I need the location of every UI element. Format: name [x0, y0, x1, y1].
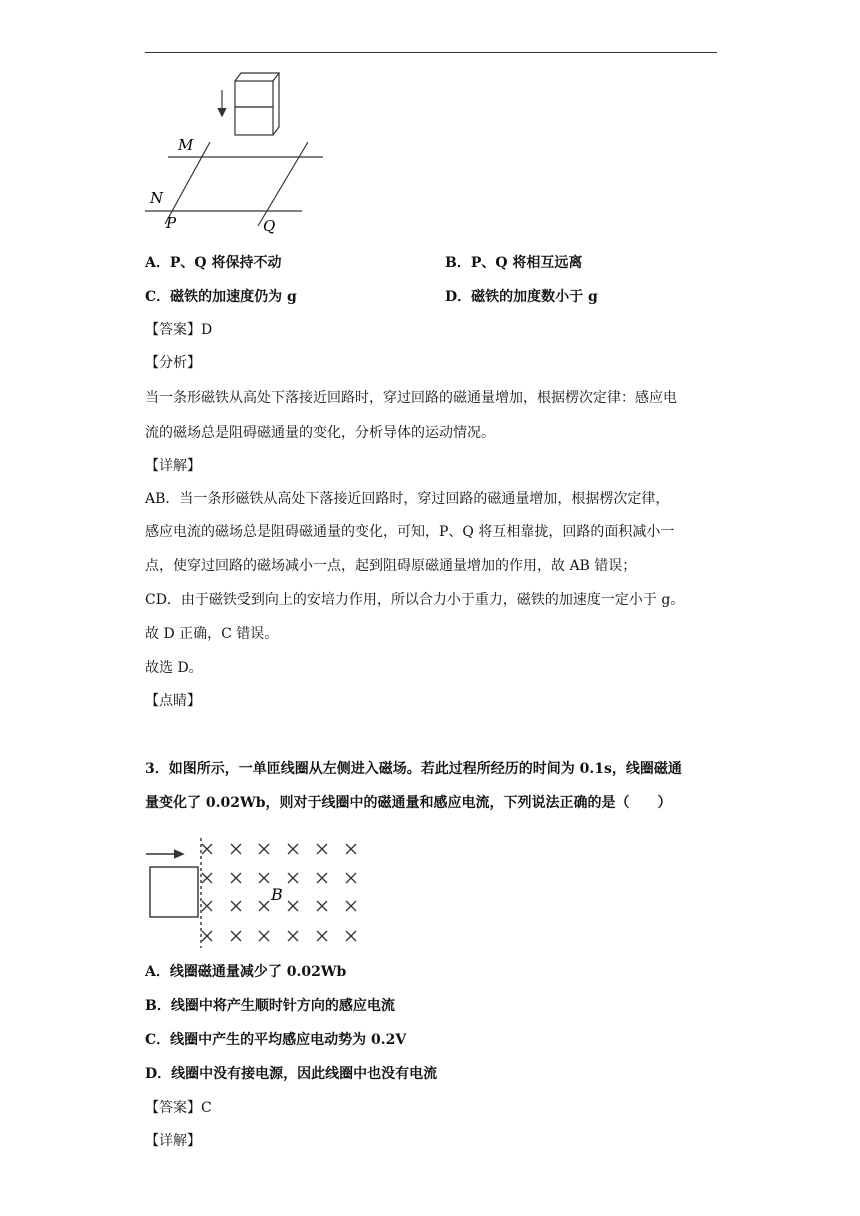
field-cross-mark: [259, 844, 269, 854]
field-cross-mark: [259, 873, 269, 883]
field-cross-mark: [288, 931, 298, 941]
q2-detail-line: 点，使穿过回路的磁场减小一点，起到阻碍原磁通量增加的作用，故 AB 错误；: [145, 558, 637, 574]
label-q: Q: [263, 217, 276, 235]
q3-stem-line: 3．如图所示，一单匝线圈从左侧进入磁场。若此过程所经历的时间为 0.1s，线圈磁通: [145, 761, 682, 777]
q3-option-b: B．线圈中将产生顺时针方向的感应电流: [145, 998, 395, 1014]
field-cross-mark: [288, 873, 298, 883]
header-rule: [145, 52, 717, 53]
magnet-rails-figure: [140, 66, 340, 238]
field-cross-mark: [317, 873, 327, 883]
q2-answer: 【答案】D: [145, 322, 213, 338]
q3-option-c: C．线圈中产生的平均感应电动势为 0.2V: [145, 1032, 407, 1048]
field-cross-mark: [202, 931, 212, 941]
q3-detail-heading: 【详解】: [145, 1133, 201, 1149]
q2-comment-heading: 【点睛】: [145, 693, 201, 709]
field-cross-mark: [346, 844, 356, 854]
q2-option-d: D．磁铁的加度数小于 g: [445, 289, 598, 305]
field-cross-mark: [202, 844, 212, 854]
q2-detail-line: CD．由于磁铁受到向上的安培力作用，所以合力小于重力，磁铁的加速度一定小于 g。: [145, 592, 685, 608]
field-cross-mark: [231, 931, 241, 941]
fall-arrowhead: [218, 108, 226, 116]
field-label-b: B: [271, 885, 283, 904]
magnet-lower-block: [235, 107, 273, 135]
coil-field-figure: [140, 836, 370, 952]
q2-analysis-line: 流的磁场总是阻碍磁通量的变化，分析导体的运动情况。: [145, 425, 495, 441]
q2-detail-line: 感应电流的磁场总是阻碍磁通量的变化，可知，P、Q 将互相靠拢，回路的面积减小一: [145, 524, 675, 540]
field-cross-mark: [346, 901, 356, 911]
q2-option-c: C．磁铁的加速度仍为 g: [145, 289, 297, 305]
q2-detail-line: AB．当一条形磁铁从高处下落接近回路时，穿过回路的磁通量增加，根据楞次定律，: [145, 491, 670, 507]
magnet-upper-block: [235, 81, 273, 107]
field-cross-mark: [288, 901, 298, 911]
field-cross-mark: [231, 901, 241, 911]
q3-answer: 【答案】C: [145, 1100, 212, 1116]
rod-p: [165, 142, 210, 224]
q3-stem-line: 量变化了 0.02Wb，则对于线圈中的磁通量和感应电流，下列说法正确的是（ ）: [145, 795, 672, 811]
q2-detail-line: 故 D 正确，C 错误。: [145, 626, 279, 642]
label-m: M: [178, 136, 194, 154]
q2-option-a: A．P、Q 将保持不动: [145, 255, 282, 271]
q3-option-d: D．线圈中没有接电源，因此线圈中也没有电流: [145, 1066, 438, 1082]
field-cross-mark: [231, 844, 241, 854]
q2-detail-heading: 【详解】: [145, 458, 201, 474]
field-cross-mark: [259, 931, 269, 941]
motion-arrowhead: [174, 850, 183, 858]
q2-analysis-heading: 【分析】: [145, 355, 201, 371]
label-n: N: [150, 189, 164, 207]
label-p: P: [166, 214, 177, 232]
q2-option-b: B．P、Q 将相互远离: [445, 255, 583, 271]
field-cross-mark: [202, 873, 212, 883]
field-cross-mark: [346, 873, 356, 883]
q2-detail-line: 故选 D。: [145, 660, 203, 676]
q3-option-a: A．线圈磁通量减少了 0.02Wb: [145, 964, 347, 980]
field-cross-mark: [317, 901, 327, 911]
rod-q: [258, 142, 308, 226]
field-cross-mark: [346, 931, 356, 941]
field-cross-mark: [317, 931, 327, 941]
field-cross-mark: [259, 901, 269, 911]
coil-square: [150, 867, 198, 917]
field-cross-mark: [317, 844, 327, 854]
field-cross-mark: [288, 844, 298, 854]
q2-analysis-line: 当一条形磁铁从高处下落接近回路时，穿过回路的磁通量增加，根据楞次定律：感应电: [145, 390, 677, 406]
field-cross-mark: [202, 901, 212, 911]
magnet-top-face: [235, 73, 279, 135]
field-cross-mark: [231, 873, 241, 883]
